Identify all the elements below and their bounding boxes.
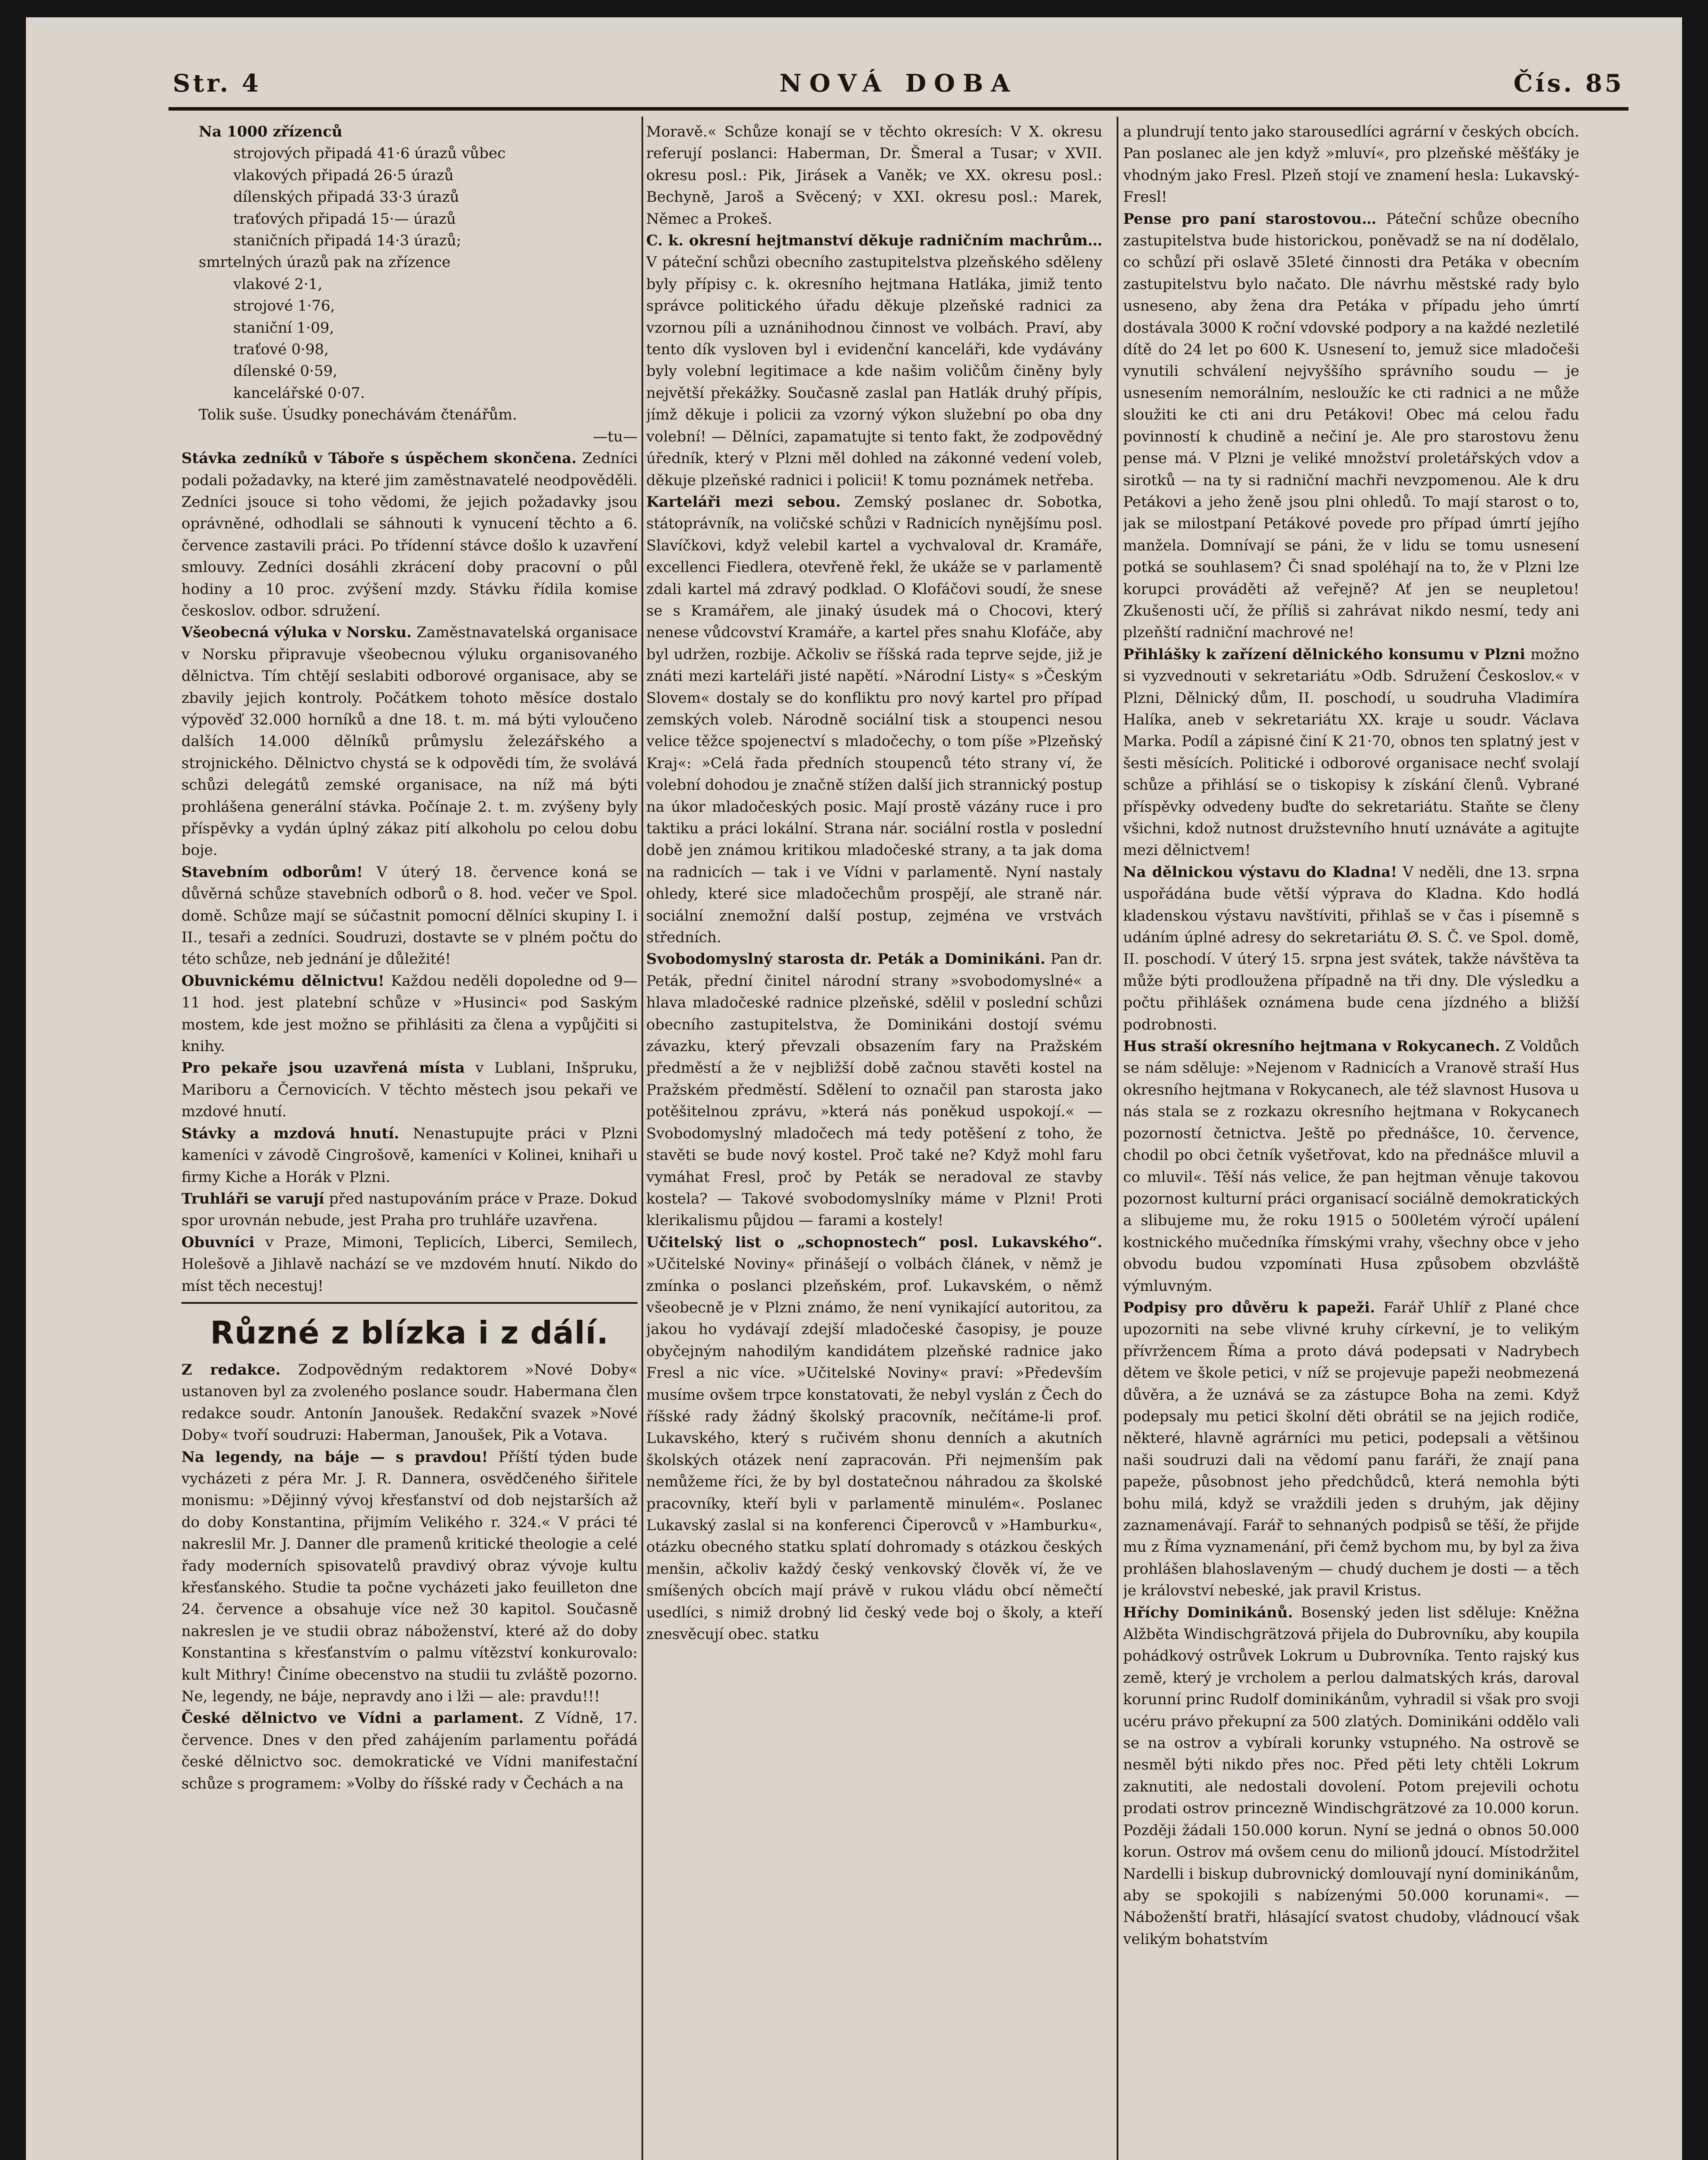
article-lockout (181, 622, 638, 861)
article-title: Na dělnickou výstavu do Kladna! (1123, 863, 1397, 881)
article-title: Hus straší okresního hejtmana v Rokycanech. (1123, 1038, 1500, 1055)
article-title: Z redakce. (181, 1361, 281, 1379)
article-signup (1123, 644, 1579, 861)
stats-close: Tolik suše. Úsudky ponechávám čtenářům. (199, 406, 517, 424)
article-lukavsky (646, 1232, 1102, 1645)
article-papacy (1123, 1297, 1579, 1602)
issue-number: Čís. 85 (1513, 69, 1624, 98)
article-text: v Lublani, Inšpruku, Mariboru a Černovicích. V těchto městech jsou pekaři ve mzdové hnutí. (181, 1059, 638, 1121)
article-text: Zedníci podali požadavky, na které jim zaměstnavatelé neodpověděli. Zedníci jsouce si toho vědomi, že jejich požadavky jsou oprávněné, odhodlali se sáhnouti k vynucení těchto a 6. července zastavili práci. Po třídenní stávce došlo k uzavření smlouvy. Zedníci dosáhli zkrácení doby pracovní o půl hodiny a 10 proc. zvýšení mzdy. Stávku řídila komise českoslov. odbor. sdružení. (181, 450, 638, 619)
article-text: Nenastupujte práci v Plzni kameníci v závodě Cingrošově, kameníci v Kolinei, knihaři u firmy Kiche a Horák v Plzni. (181, 1124, 638, 1186)
article-shoemakers (181, 970, 638, 1058)
article-text: před nastupováním práce v Praze. Dokud spor urovnán nebude, jest Praha pro truhláře uzavřena. (181, 1190, 638, 1229)
article-sins (1123, 1602, 1579, 1950)
article-title: Podpisy pro důvěru k papeži. (1123, 1299, 1375, 1316)
stats-line: kancelářské 0·07. (233, 384, 365, 402)
article-pension (1123, 208, 1579, 644)
stats-line: dílenské 0·59, (233, 362, 338, 380)
article-continuation: Moravě.« Schůze konají se v těchto okresích: V X. okresu referují poslanci: Haberman, Dr. Šmeral a Tusar; v XVII. okresu posl.: Pik, Jirásek a Vaněk; ve XX. okresu posl.: Bechyně, Jaroš a Svěcený; v XXI. okresu posl.: Marek, Němec a Prokeš. (646, 123, 1102, 228)
stats-line: traťových připadá 15·— úrazů (233, 210, 456, 228)
article-title: C. k. okresní hejtmanství děkuje radničním machrům… (646, 232, 1102, 250)
article-title: Obuvnickému dělnictvu! (181, 972, 384, 990)
article-title: Stávka zedníků v Táboře s úspěchem skončena. (181, 450, 577, 467)
article-text: Příští týden bude vycházeti z péra Mr. J. R. Dannera, osvědčeného šiřitele monismu: »Dějinný vývoj křesťanství od dob nejstarších až do doby Konstantina, přijmím Velikého r. 324.« V práci té nakreslil Mr. J. Danner dle pramenů kritické theologie a celé řady moderních spisovatelů pravdivý obraz vývoje kultu křesťanského. Studie ta počne vycházeti jako feuilleton dne 24. července a obsahuje více než 30 kapitol. Současně nakreslen je ve studii obraz náboženství, které až do doby Konstantina s křesťanstvím o palmu vítězství konkurovalo: kult Mithry! Činíme obecenstvo na studii tu zvláště pozorno. Ne, legendy, ne báje, nepravdy ano i lži — ale: pravdu!!! (181, 1448, 638, 1706)
article-text: Každou neděli dopoledne od 9—11 hod. jest platební schůze v »Husinci« pod Saským mostem, kde jest možno se přihlásiti za člena a vypůjčiti si knihy. (181, 972, 638, 1055)
article-strike (181, 448, 638, 622)
stats-line: vlakových připadá 26·5 úrazů (233, 166, 454, 184)
stats-intro: Na 1000 zřízenců (199, 123, 343, 140)
stats-line: staniční 1·09, (233, 319, 334, 337)
stats-line: dílenských připadá 33·3 úrazů (233, 188, 460, 206)
stats-line: strojových připadá 41·6 úrazů vůbec (233, 145, 506, 162)
article-text: V páteční schůzi obecního zastupitelstva plzeňského sděleny byly přípisy c. k. okresního hejtmana Hatláka, jimiž tento správce politického úřadu děkuje plzeňské radnici za vzornou píli a uznánihodnou činnost ve volbách. Praví, aby tento dík vysloven byl i evidenční kanceláři, kde vydávány byly volební legitimace a kde našim voličům činěny byly největší překážky. Současně zaslal pan Hatlák druhý přípis, jímž děkuje i policii za vzorný výkon služební po oba dny volební! — Dělníci, zapamatujte si tento fakt, že zodpovědný úředník, který v Plzni měl dohled na zákonné vedení voleb, děkuje plzeňské radnici i policii! K tomu poznámek netřeba. (646, 254, 1102, 489)
newspaper-title: NOVÁ DOBA (779, 69, 1018, 98)
author-signature: —tu— (593, 428, 638, 445)
article-title: Svobodomyslný starosta dr. Peták a Dominikáni. (646, 950, 1045, 968)
column-divider (641, 117, 643, 2160)
article-text: Bosenský jeden list sděluje: Kněžna Alžběta Windischgrätzová přijela do Dubrovníku, aby koupila pohádkový ostrůvek Lokrum u Dubrovníka. Tento rajský kus země, který je vrcholem a perlou dalmatských krás, daroval korunní princ Rudolf dominikánům, vyhradil si však pro svoji ucéru právo překupní za 500 zlatých. Dominikáni oddělo vali se na ostrov a vybírali korunky vstupného. Na ostrově se nesměl býti nikdo přes noc. Před pěti lety chtěli Lokrum zaknutiti, ale nedostali dovolení. Potom prejevili ochotu prodati ostrov princezně Windischgrätzové za 10.000 korun. Později žádali 150.000 korun. Nyní se jedná o obnos 50.000 korun. Ostrov má ovšem cenu do milionů jdoucí. Místodržitel Nardelli i biskup dubrovnický domlouvají nyní dominikánům, aby se spokojili s nabízenými 50.000 korunami«. — Náboženští bratři, hlásající svatost chudoby, vládnoucí však velikým bohatstvím (1123, 1604, 1579, 1948)
section-heading: Různé z blízka i z dálí. (210, 1314, 609, 1351)
article-text: »Učitelské Noviny« přinášejí o volbách článek, v němž je zmínka o poslanci plzeňském, prof. Lukavském, o němž všeobecně je v Plzni známo, že není vynikající autoritou, za jakou ho vydávají zdejší mladočeské časopisy, je pouze obyčejným nahodilým kandidátem plzeňské radnice jako Fresl a nic více. »Učitelské Noviny« praví: »Především musíme ovšem trpce konstatovati, že nebyl vyslán z Čech do říšské rady žádný školský pracovník, nečítáme-li prof. Lukavského, který s ručivém shonu denních a akutních školských otázek není zapracován. Při nejmenším pak nemůžeme říci, že by byl dostatečnou náhradou za školské pracovníky, kteří byli v parlamentě minulém«. Poslanec Lukavský zaslal si na konferenci Čiperovců v »Hamburku«, otázku obecného statku splatí dohromady s otázkou českých menšin, ačkoliv každý český venkovský člověk ví, že ve smíšených obcích mají právě v rukou vládu obcí němečtí usedlíci, s nimiž drobný lid český vede boj o školy, a kteří znesvěcují obec. statku (646, 1255, 1102, 1643)
column-3 (1123, 121, 1579, 2160)
article-text: Zaměstnavatelská organisace v Norsku připravuje všeobecnou výluku organisovaného dělnictva. Tím chtějí seslabiti odborové organisace, aby se zbavily jejich kontroly. Počátkem tohoto měsíce dostalo výpověď 32.000 horníků a dne 18. t. m. má býti vyloučeno dalších 14.000 dělníků průmyslu železářského a strojnického. Dělnictvo chystá se k odpovědi tím, že svolává schůzi delegátů zemské organisace, na níž má býti prohlášena generální stávka. Počínaje 2. t. m. zvýšeny byly příspěvky a vydán úplný zákaz pití alkoholu po celou dobu boje. (181, 624, 638, 859)
article-petak (646, 948, 1102, 1231)
page-number: Str. 4 (173, 69, 261, 98)
page-header (173, 69, 1624, 104)
section-rule (181, 1302, 638, 1304)
article-legends (181, 1446, 638, 1708)
header-rule (168, 107, 1629, 111)
article-editorial (181, 1359, 638, 1446)
column-1 (181, 121, 638, 2160)
article-hejtmanstvi (646, 230, 1102, 491)
article-vienna (181, 1707, 638, 1795)
column-2 (646, 121, 1102, 2160)
article-text: Z Vídně, 17. července. Dnes v den před zahájením parlamentu pořádá české dělnictvo soc. demokratické ve Vídni manifestační schůze s programem: »Volby do říšské rady v Čechách a na (181, 1709, 638, 1792)
article-bakers (181, 1057, 638, 1122)
article-title: Hříchy Dominikánů. (1123, 1604, 1293, 1621)
article-title: Obuvníci (181, 1233, 255, 1251)
article-text: Farář Uhlíř z Plané chce upozorniti na sebe vlivné kruhy církevní, je to velikým přívržencem Říma a proto dává podepsati v Nadrybech dětem ve škole petici, v níž se projevuje papeži neobmezená důvěra, a že uznává se za zástupce Boha na zemi. Když podepsaly mu petici školní děti obrátil se na jejich rodiče, některé, hlavně agrárníci mu petici, podepsali a většinou naši soudruzi dali na vědomí panu faráři, že znají pana papeže, působnost jeho předchůdců, která nemohla býti bohu milá, když se vraždili jeden s druhým, jak dějiny zaznamenávají. Farář to sehnaných podpisů se těší, že přijde mu z Říma vyznamenání, při čemž bychom mu, by byl za živa prohlášen blahoslaveným — chudý duchem je dosti — a těch je království nebeské, jak pravil Kristus. (1123, 1299, 1579, 1600)
stats-line: staničních připadá 14·3 úrazů; (233, 232, 461, 250)
article-title: Přihlášky k zařízení dělnického konsumu v Plzni (1123, 645, 1525, 663)
article-wage (181, 1123, 638, 1188)
article-title: Všeobecná výluka v Norsku. (181, 624, 412, 642)
column-divider (1117, 117, 1118, 2160)
article-text: Zemský poslanec dr. Sobotka, státoprávník, na voličské schůzi v Radnicích nynějšímu posl. Slavíčkovi, když velebil kartel a vychvaloval dr. Kramáře, excellenci Fiedlera, otevřeně řekl, že ukáže se v parlamentě zdali kartel má zdravý podklad. O Klofáčovi soudí, že snese se s Kramářem, ale jinaký úsudek má o Chocovi, který nenese vůdcovství Kramáře, a kartel přes snahu Klofáče, aby byl udržen, rozbije. Ačkoliv se říšská rada teprve sejde, již je znáti mezi karteláři jisté napětí. »Národní Listy« s »Českým Slovem« dostaly se do konfliktu pro nový kartel pro případ zemských voleb. Národně sociální tisk a stoupenci nesou velice těžce spojenectví s mladočechy, o tom píše »Plzeňský Kraj«: »Celá řada předních stoupenců této strany ví, že volební dohodou je značně stížen další jich strannický postup na úkor mladočeských posic. Mají prostě vázány ruce i pro taktiku a práci lokální. Strana nár. sociální rostla v poslední době jen známou kritikou mladočeské strany, a ta jak doma na radnicích — tak i ve Vídni v parlamentě. Nyní nastaly ohledy, které sice mladočechům prospějí, ale straně nár. sociální znemožní další postup, zejména ve vrstvách středních. (646, 493, 1102, 947)
article-title: České dělnictvo ve Vídni a parlament. (181, 1709, 524, 1727)
article-kladno (1123, 861, 1579, 1036)
article-title: Učitelský list o „schopnostech“ posl. Lukavského“. (646, 1233, 1102, 1251)
article-text: V neděli, dne 13. srpna uspořádána bude větší výprava do Kladna. Kdo hodlá kladenskou výstavu navštíviti, přihlaš se v čas i písemně s udáním úplné adresy do sekretariátu Ø. S. Č. ve Spol. domě, II. poschodí. V úterý 15. srpna jest svátek, takže návštěva ta může býti prodloužena případně na tři dny. Dle výsledku a počtu přihlášek oznámena bude cena jízdného a bližší podrobnosti. (1123, 863, 1579, 1033)
stats-line: traťové 0·98, (233, 341, 329, 359)
article-title: Pro pekaře jsou uzavřená místa (181, 1059, 465, 1077)
article-title: Stavebním odborům! (181, 863, 363, 881)
article-continuation: a plundrují tento jako starousedlíci agrární v českých obcích. Pan poslanec ale jen když »mluví«, pro plzeňské měšťáky je vhodným jako Fresl. Plzeň stojí ve znamení hesla: Lukavský-Fresl! (1123, 123, 1579, 206)
article-text: Z Voldůch se nám sděluje: »Nejenom v Radnicích a Vranově straší Hus okresního hejtmana v Rokycanech, ale též slavnost Husova u nás stala se z rozkazu okresního hejtmana v Rokycanech pozorností četnictva. Ještě po přednášce, 10. července, chodil po obci četník vyšetřovat, kdo na přednášce mluvil a co mluvil«. Těší nás velice, že pan hejtman věnuje takovou pozornost kulturní práci organisací sociálně demokratických a slibujeme mu, že roku 1915 o 500letém výročí upálení kostnického mučedníka římskými vrahy, všechny obce v jeho obvodu budou vzpomínati Husa způsobem obzvláště výmluvným. (1123, 1038, 1579, 1295)
article-carpenters (181, 1188, 638, 1232)
article-text: V úterý 18. července koná se důvěrná schůze stavebních odborů o 8. hod. večer ve Spol. domě. Schůze mají se súčastnit pomocní dělníci skupiny I. i II., tesaři a zedníci. Soudruzi, dostavte se v plném počtu do této schůze, neb jednání je důležité! (181, 863, 638, 968)
article-text: Páteční schůze obecního zastupitelstva bude historickou, poněvadž se na ní dodělalo, co schůzí při oslavě 35leté činnosti dra Petáka v obecním zastupitelstvu bylo načato. Dle návrhu městské rady bylo usneseno, aby žena dra Petáka v případu jeho úmrtí dostávala 3000 K roční vdovské podpory a na každé nezletilé dítě do 24 let po 600 K. Usnesení to, jemuž sice mladočeši vynutili schválení nejvyššího správního soudu — je usnesením nemorálním, nesloužíc ke cti radnici a ne může sloužiti ke cti ani dru Petákovi! Obec má celou řadu povinností k chudině a nečiní je. Ale pro starostovu ženu pense má. V Plzni je veliké množství proletářských vdov a sirotků — na ty si radniční machři nevzpomenou. Ale k dru Petákovi a jeho ženě jsou plni ohledů. To mají starost o to, jak se milostpaní Petákové povede pro případ úmrtí jejího manžela. Domnívají se páni, že v lidu se tomu usnesení potká se souhlasem? Či snad spoléhají na to, že v Plzni lze korupci prováděti až veřejně? Ať jen se neupletou! Zkušenosti učí, že příliš si zahrávat nikdo nesmí, tedy ani plzeňští radniční machrové ne! (1123, 210, 1579, 642)
newspaper-page (26, 17, 1682, 2160)
article-title: Karteláři mezi sebou. (646, 493, 841, 511)
article-cartel (646, 491, 1102, 949)
article-cobblers (181, 1232, 638, 1297)
article-title: Na legendy, na báje — s pravdou! (181, 1448, 488, 1466)
article-builders (181, 861, 638, 970)
article-text: Pan dr. Peták, přední činitel národní strany »svobodomyslné« a hlava mladočeské radnice plzeňské, sdělil v poslední schůzi obecního zastupitelstva, že Dominikáni dostojí svému závazku, který převzali obsazením fary na Pražském předměstí a že v nejbližší době začnou stavěti kostel na Pražském předměstí. Sdělení to označil pan starosta jako potěšitelnou zprávu, »která nás poněkud uspokojí.« — Svobodomyslný mladočech má tedy potěšení z toho, že stavěti se bude nový kostel. Proč také ne? Když mohl faru vymáhat Fresl, proč by Peták se neradoval ze stavby kostela? — Takové svobodomyslníky máme v Plzni! Proti klerikalismu půjdou — farami a kostely! (646, 950, 1102, 1229)
article-title: Truhláři se varují (181, 1190, 324, 1207)
article-text: možno si vyzvednouti v sekretariátu »Odb. Sdružení Českoslov.« v Plzni, Dělnický dům, II. poschodí, u soudruha Vladimíra Halíka, aneb v sekretariátu XX. kraje u soudr. Václava Marka. Podíl a zápisné činí K 21·70, obnos ten splatný jest v šesti měsících. Politické i odborové organisace nechť svolají schůze a přihlásí se o tiskopisy k získání členů. Vybrané příspěvky odvedeny buďte do sekretariátu. Staňte se členy všichni, kdož nutnost družstevního hnutí uznáváte a agitujte mezi dělnictvem! (1123, 645, 1579, 859)
article-text: Zodpovědným redaktorem »Nové Doby« ustanoven byl za zvoleného poslance soudr. Habermana člen redakce soudr. Antonín Janoušek. Redakční svazek »Nové Doby« tvoří soudruzi: Haberman, Janoušek, Pik a Votava. (181, 1361, 638, 1444)
article-hus (1123, 1036, 1579, 1297)
stats-line: strojové 1·76, (233, 297, 335, 315)
stats-line: vlakové 2·1, (233, 275, 323, 293)
article-title: Stávky a mzdová hnutí. (181, 1124, 399, 1142)
article-title: Pense pro paní starostovou… (1123, 210, 1377, 228)
article-text: v Praze, Mimoni, Teplicích, Liberci, Semilech, Holešově a Jihlavě nachází se ve mzdovém hnutí. Nikdo do míst těch necestuj! (181, 1233, 638, 1295)
stats-mid: smrtelných úrazů pak na zřízence (199, 254, 451, 271)
